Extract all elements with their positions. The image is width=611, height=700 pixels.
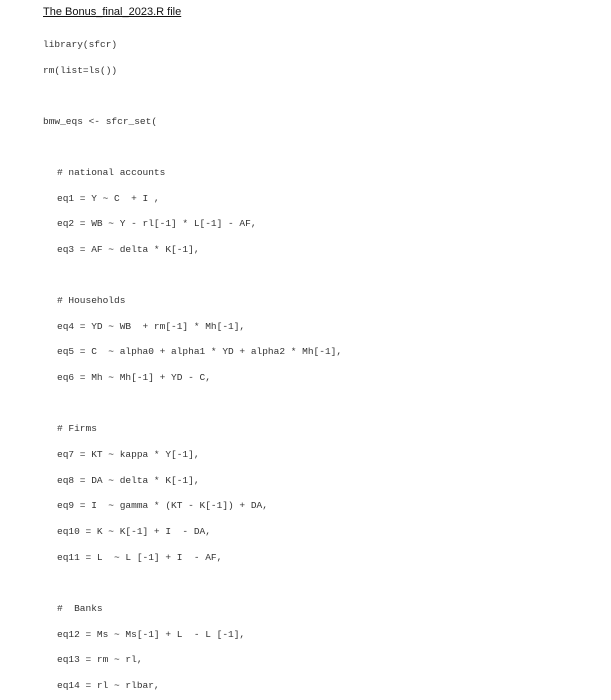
code-line-eq12: eq12 = Ms ~ Ms[-1] + L - L [-1],	[57, 629, 246, 640]
code-line-eq7: eq7 = KT ~ kappa * Y[-1],	[57, 449, 200, 460]
code-line-eq11: eq11 = L ~ L [-1] + I - AF,	[57, 552, 223, 563]
code-line-eq3: eq3 = AF ~ delta * K[-1],	[57, 244, 200, 255]
code-line-eq1: eq1 = Y ~ C + I ,	[57, 193, 160, 204]
code-line-rm: rm(list=ls())	[43, 65, 118, 76]
comment-firms: # Firms	[57, 423, 97, 434]
code-line-eq6: eq6 = Mh ~ Mh[-1] + YD - C,	[57, 372, 211, 383]
code-line-eq2: eq2 = WB ~ Y - rl[-1] * L[-1] - AF,	[57, 218, 257, 229]
comment-households: # Households	[57, 295, 126, 306]
code-line-eq14: eq14 = rl ~ rlbar,	[57, 680, 160, 691]
code-line-eq13: eq13 = rm ~ rl,	[57, 654, 143, 665]
comment-national-accounts: # national accounts	[57, 167, 166, 178]
code-line-eq4: eq4 = YD ~ WB + rm[-1] * Mh[-1],	[57, 321, 246, 332]
code-line-library: library(sfcr)	[43, 39, 118, 50]
document-title: The Bonus_final_2023.R file	[43, 6, 182, 18]
code-line-sfcr-set: bmw_eqs <- sfcr_set(	[43, 116, 158, 127]
code-line-eq10: eq10 = K ~ K[-1] + I - DA,	[57, 526, 211, 537]
comment-banks: # Banks	[57, 603, 103, 614]
code-line-eq8: eq8 = DA ~ delta * K[-1],	[57, 475, 200, 486]
code-line-eq5: eq5 = C ~ alpha0 + alpha1 * YD + alpha2 * Mh[-1],	[57, 346, 343, 357]
code-line-eq9: eq9 = I ~ gamma * (KT - K[-1]) + DA,	[57, 500, 268, 511]
